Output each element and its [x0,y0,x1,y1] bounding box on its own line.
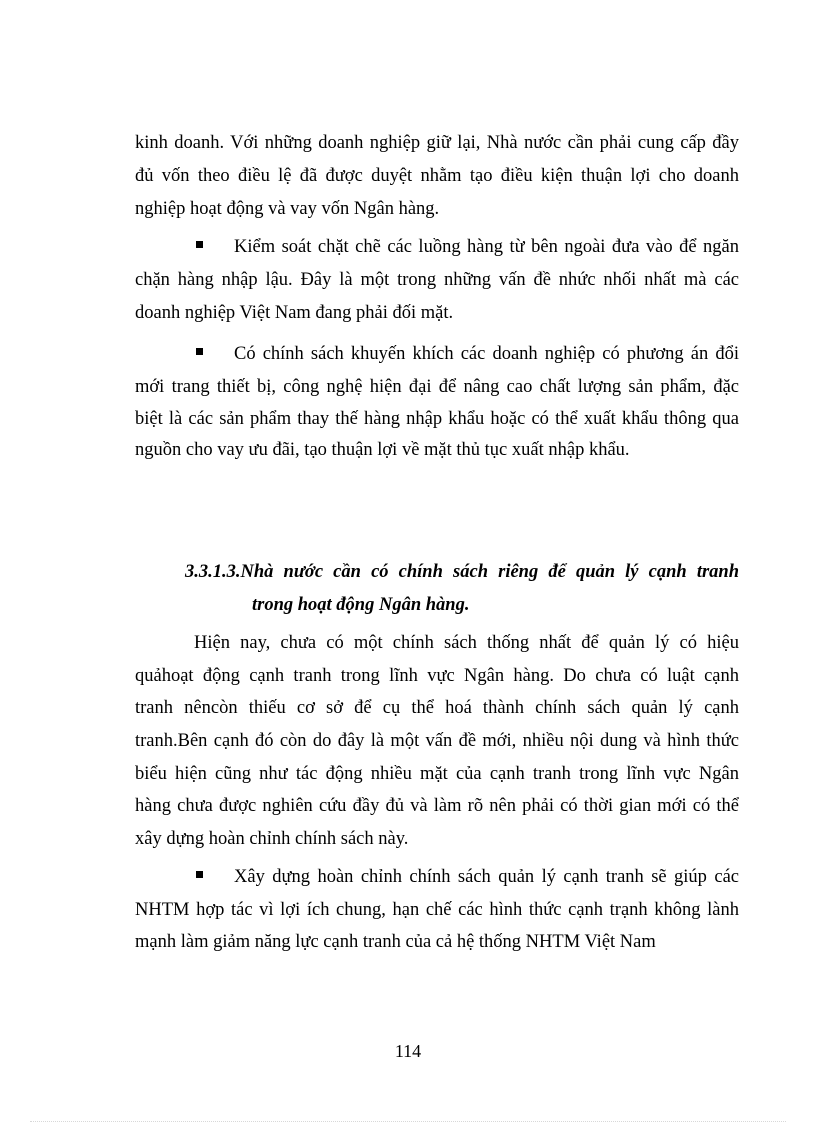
text-line: xây dựng hoàn chỉnh chính sách này. [135,829,409,849]
text-line: nguồn cho vay ưu đãi, tạo thuận lợi về mặt thủ tục xuất nhập khẩu. [135,440,630,460]
text-line: NHTM hợp tác vì lợi ích chung, hạn chế các hình thức cạnh trạnh không lành [135,900,739,920]
page-number: 114 [394,1041,422,1061]
text-line: tranh.Bên cạnh đó còn do đây là một vấn đề mới, nhiều nội dung và hình thức [135,731,739,751]
text-line: Có chính sách khuyến khích các doanh nghiệp có phương án đổi [234,344,739,364]
text-line: đủ vốn theo điều lệ đã được duyệt nhằm tạo điều kiện thuận lợi cho doanh [135,166,739,186]
text-line: kinh doanh. Với những doanh nghiệp giữ lại, Nhà nước cần phải cung cấp đầy [135,133,739,153]
bullet-square-icon [196,241,203,248]
text-line: mạnh làm giảm năng lực cạnh tranh của cả hệ thống NHTM Việt Nam [135,932,656,952]
text-line: Kiểm soát chặt chẽ các luồng hàng từ bên ngoài đưa vào để ngăn [234,237,739,257]
heading-line: 3.3.1.3.Nhà nước cần có chính sách riêng để quản lý cạnh tranh [185,562,739,582]
text-line: tranh nêncòn thiếu cơ sở để cụ thể hoá thành chính sách quản lý cạnh [135,698,739,718]
page-bottom-border [30,1121,786,1122]
text-line: mới trang thiết bị, công nghệ hiện đại để nâng cao chất lượng sản phẩm, đặc [135,377,739,397]
text-line: hàng chưa được nghiên cứu đầy đủ và làm rõ nên phải có thời gian mới có thể [135,796,739,816]
text-line: chặn hàng nhập lậu. Đây là một trong những vấn đề nhức nhối nhất mà các [135,270,739,290]
bullet-square-icon [196,871,203,878]
text-line: nghiệp hoạt động và vay vốn Ngân hàng. [135,199,440,219]
text-line: biệt là các sản phẩm thay thế hàng nhập khẩu hoặc có thể xuất khẩu thông qua [135,409,739,429]
heading-line: trong hoạt động Ngân hàng. [252,595,470,615]
text-line: biểu hiện cũng như tác động nhiều mặt của cạnh tranh trong lĩnh vực Ngân [135,764,739,784]
text-line: quảhoạt động cạnh tranh trong lĩnh vực Ngân hàng. Do chưa có luật cạnh [135,666,739,686]
text-line: Hiện nay, chưa có một chính sách thống nhất để quản lý có hiệu [194,633,739,653]
text-line: Xây dựng hoàn chỉnh chính sách quản lý cạnh tranh sẽ giúp các [234,867,739,887]
bullet-square-icon [196,348,203,355]
text-line: doanh nghiệp Việt Nam đang phải đối mặt. [135,303,454,323]
